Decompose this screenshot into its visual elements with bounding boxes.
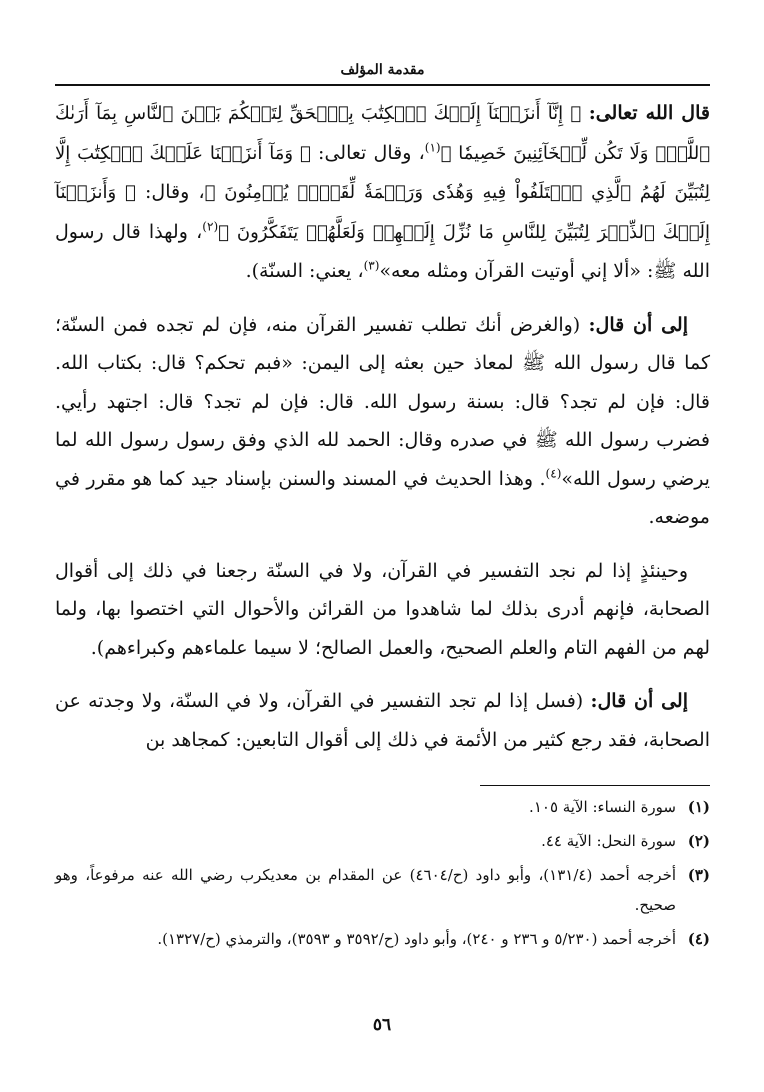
footnote-number: (٣) bbox=[687, 866, 710, 884]
page bbox=[55, 58, 710, 958]
quran-verse-2: ﴿ وَمَآ أَنزَلۡنَا عَلَيۡكَ ٱلۡكِتَٰبَ إِلَّا لِتُبَيِّنَ لَهُمُ ٱلَّذِي ٱخۡتَلَفُواْ فِيهِ وَهُدٗى وَرَحۡمَةٗ لِّقَوۡمٖ يُؤۡمِنُونَ ﴾ bbox=[55, 142, 710, 203]
footnote-number: (٢) bbox=[687, 832, 710, 850]
p2-lead: إلى أن قال: bbox=[588, 313, 688, 336]
running-header bbox=[55, 58, 710, 86]
paragraph-4 bbox=[55, 682, 710, 759]
footnote-divider bbox=[480, 785, 710, 786]
body-text bbox=[55, 94, 710, 759]
header-title: مقدمة المؤلف bbox=[340, 62, 425, 78]
footnote-ref-4: (٤) bbox=[545, 466, 562, 481]
footnote-text: سورة النساء: الآية ١٠٥. bbox=[529, 798, 676, 816]
footnote-1 bbox=[55, 792, 710, 822]
paragraph-3 bbox=[55, 552, 710, 668]
quran-verse-1: ﴿ إِنَّآ أَنزَلۡنَآ إِلَيۡكَ ٱلۡكِتَٰبَ بِٱلۡحَقِّ لِتَحۡكُمَ بَيۡنَ ٱلنَّاسِ بِمَآ أَرَىٰكَ ٱللَّهُۚ وَلَا تَكُن لِّلۡخَآئِنِينَ خَصِيمٗا ﴾ bbox=[55, 103, 710, 164]
footnote-2 bbox=[55, 826, 710, 856]
footnote-4 bbox=[55, 924, 710, 954]
p1-mid2: ، وقال: bbox=[145, 181, 205, 203]
p1-tail: ، يعني: السنّة). bbox=[245, 260, 364, 282]
paragraph-1 bbox=[55, 94, 710, 291]
footnote-text: أخرجه أحمد (١٣١/٤)، وأبو داود (ح/٤٦٠٤) عن المقدام بن معديكرب رضي الله عنه مرفوعاً، وهو صحيح. bbox=[55, 866, 677, 914]
footnote-number: (١) bbox=[687, 798, 710, 816]
p4-lead: إلى أن قال: bbox=[590, 690, 688, 712]
quran-verse-3: ﴿ وَأَنزَلۡنَآ إِلَيۡكَ ٱلذِّكۡرَ لِتُبَيِّنَ لِلنَّاسِ مَا نُزِّلَ إِلَيۡهِمۡ وَلَعَلَّهُمۡ يَتَفَكَّرُونَ ﴾ bbox=[55, 182, 710, 243]
p2-text: (والغرض أنك تطلب تفسير القرآن منه، فإن لم تجده فمن السنّة؛ كما قال رسول الله ﷺ لمعاذ حين بعثه إلى اليمن: «فبم تحكم؟ قال: بكتاب الله. قال: فإن لم تجد؟ قال: بسنة رسول الله. قال: فإن لم تجد؟ قال: اجتهد رأيي. فضرب رسول الله ﷺ في صدره وقال: الحمد لله الذي وفق رسول رسول الله لما يرضي رسول الله» bbox=[55, 313, 710, 490]
page-number: ٥٦ bbox=[372, 1015, 392, 1035]
p1-mid3: ، ولهذا قال رسول الله ﷺ: «ألا إني أوتيت القرآن ومثله معه» bbox=[55, 220, 710, 282]
footnote-ref-3: (٣) bbox=[363, 258, 380, 273]
footnote-text: أخرجه أحمد (٥/٢٣٠ و ٢٣٦ و ٢٤٠)، وأبو داود (ح/٣٥٩٢ و ٣٥٩٣)، والترمذي (ح/١٣٢٧). bbox=[157, 930, 676, 948]
footnotes bbox=[55, 792, 710, 954]
p1-mid1: ، وقال تعالى: bbox=[318, 141, 425, 164]
footnote-text: سورة النحل: الآية ٤٤. bbox=[541, 832, 676, 850]
paragraph-2 bbox=[55, 306, 710, 537]
p1-lead: قال الله تعالى: bbox=[588, 102, 710, 124]
p3-text: وحينئذٍ إذا لم نجد التفسير في القرآن، ولا في السنّة رجعنا في ذلك إلى أقوال الصحابة، فإنهم أدرى بذلك لما شاهدوا من القرائن والأحوال التي اختصوا بها، ولما لهم من الفهم التام والعلم الصحيح، والعمل الصالح؛ لا سيما علماءهم وكبراءهم). bbox=[55, 559, 710, 659]
p4-text: (فسل إذا لم تجد التفسير في القرآن، ولا في السنّة، ولا وجدته عن الصحابة، فقد رجع كثير من الأئمة في ذلك إلى أقوال التابعين: كمجاهد بن bbox=[55, 690, 710, 751]
footnote-ref-1: (١) bbox=[424, 140, 441, 155]
p2-tail: . وهذا الحديث في المسند والسنن بإسناد جيد كما هو مقرر في موضعه. bbox=[55, 467, 710, 528]
footnote-3 bbox=[55, 860, 710, 920]
footnote-number: (٤) bbox=[687, 930, 710, 948]
footnote-ref-2: (٢) bbox=[202, 219, 219, 234]
